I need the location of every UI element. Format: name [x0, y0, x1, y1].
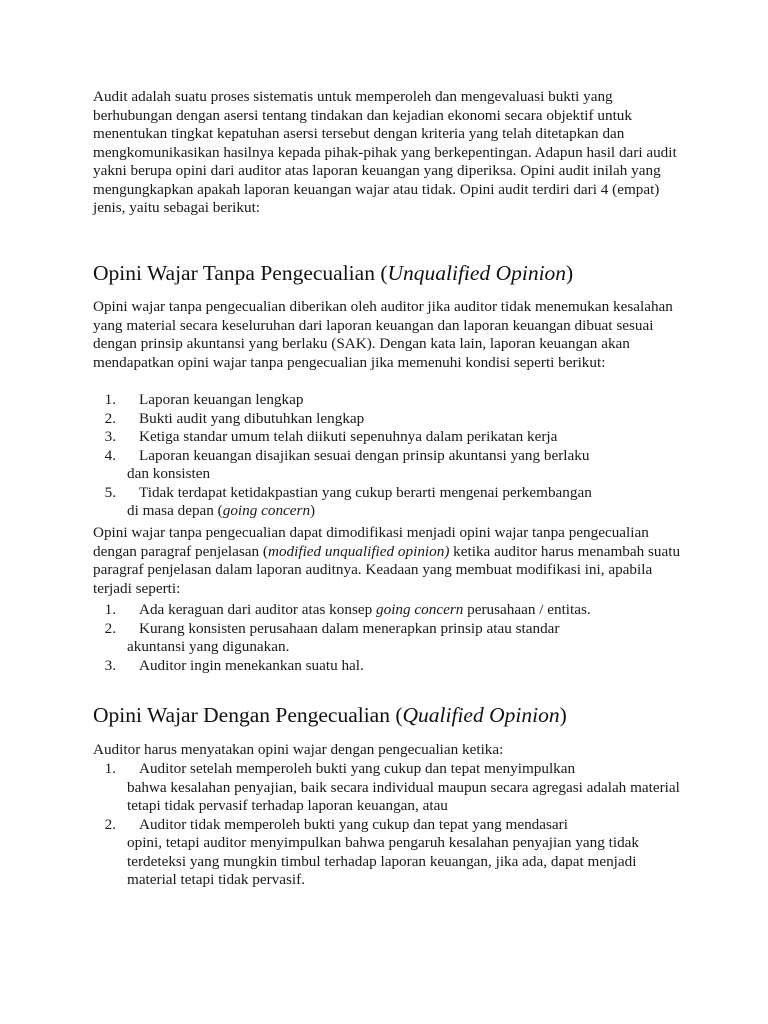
heading-italic: Qualified Opinion [402, 703, 560, 727]
list-item [93, 428, 683, 447]
list-number: 3. [104, 428, 116, 445]
list-item [93, 410, 683, 429]
modified-text-a: Opini wajar tanpa pengecualian dapat dimodifikasi menjadi opini wajar tanpa pengecualian dengan paragraf penjelasan ( [93, 524, 649, 560]
list-item [93, 760, 683, 816]
heading-text: Opini Wajar Dengan Pengecualian ( [93, 703, 403, 727]
list-number: 2. [104, 815, 116, 833]
modified-text-italic: modified unqualified opinion) [267, 542, 450, 560]
conditions-list [93, 391, 683, 521]
list-number: 2. [104, 409, 116, 427]
list-text-cont: opini, tetapi auditor menyimpulkan bahwa pengaruh kesalahan penyajian yang tidak terdeteksi yang mungkin timbul terhadap laporan keuangan, jika ada, dapat menjadi material tetapi tidak pervasif. [127, 834, 639, 888]
list-item [93, 816, 683, 890]
list-text: Laporan keuangan disajikan sesuai dengan prinsip akuntansi yang berlaku [139, 446, 590, 464]
modified-text-b: ketika auditor harus menambah suatu paragraf penjelasan dalam laporan auditnya. Keadaan yang membuat modifikasi ini, apabila terjadi seperti: [93, 542, 681, 597]
list-text: Auditor tidak memperoleh bukti yang cukup dan tepat yang mendasari [139, 815, 568, 833]
list-text-cont [127, 502, 683, 521]
list-text-end: perusahaan / entitas. [463, 601, 591, 618]
section-heading-unqualified [93, 260, 683, 286]
list-text-italic: going concern [376, 601, 464, 618]
qualified-paragraph: Auditor harus menyatakan opini wajar dengan pengecualian ketika: [93, 741, 504, 758]
heading-close: ) [566, 261, 574, 285]
list-number: 4. [104, 446, 116, 464]
list-text-close: ) [310, 502, 316, 519]
list-text-cont-a: di masa depan ( [127, 502, 223, 519]
list-item [93, 620, 683, 657]
list-item [93, 657, 683, 676]
intro-paragraph: Audit adalah suatu proses sistematis untuk memperoleh dan mengevaluasi bukti yang berhubungan dengan asersi tentang tindakan dan kejadian ekonomi secara objektif untuk menentukan tingkat kepatuhan asersi tersebut dengan kriteria yang telah ditetapkan dan mengkomunikasikan hasilnya kepada pihak-pihak yang berkepentingan. Adapun hasil dari audit yakni berupa opini dari auditor atas laporan keuangan yang diperiksa. Opini audit inilah yang mengungkapkan apakah laporan keuangan wajar atau tidak. Opini audit terdiri dari 4 (empat) jenis, yaitu sebagai berikut: [93, 88, 677, 216]
list-text: Auditor setelah memperoleh bukti yang cukup dan tepat menyimpulkan [139, 760, 576, 777]
list-number: 2. [104, 619, 116, 637]
list-item [93, 391, 683, 410]
list-text: Tidak terdapat ketidakpastian yang cukup berarti mengenai perkembangan [139, 483, 592, 501]
modified-paragraph [93, 524, 683, 598]
list-number: 1. [104, 601, 116, 618]
unqualified-paragraph: Opini wajar tanpa pengecualian diberikan oleh auditor jika auditor tidak menemukan kesalahan yang material secara keseluruhan dari laporan keuangan dan laporan keuangan dibuat sesuai dengan prinsip akuntansi yang berlaku (SAK). Dengan kata lain, laporan keuangan akan mendapatkan opini wajar tanpa pengecualian jika memenuhi kondisi seperti berikut: [93, 298, 673, 371]
list-text: Bukti audit yang dibutuhkan lengkap [139, 409, 365, 427]
list-text-cont: dan konsisten [127, 465, 211, 482]
list-number: 3. [104, 656, 116, 674]
heading-text: Opini Wajar Tanpa Pengecualian ( [93, 261, 388, 285]
list-text: Kurang konsisten perusahaan dalam menerapkan prinsip atau standar [139, 619, 560, 637]
heading-italic: Unqualified Opinion [387, 261, 567, 285]
list-text: Laporan keuangan lengkap [139, 391, 304, 408]
heading-close: ) [559, 703, 567, 727]
list-number: 1. [104, 391, 116, 408]
section-heading-qualified [93, 702, 683, 728]
list-item [93, 601, 683, 620]
qualified-list [93, 760, 683, 890]
list-item [93, 484, 683, 521]
list-text: Ketiga standar umum telah diikuti sepenuhnya dalam perikatan kerja [139, 428, 558, 445]
modification-list [93, 601, 683, 675]
list-text-cont: bahwa kesalahan penyajian, baik secara individual maupun secara agregasi adalah material tetapi tidak pervasif terhadap laporan keuangan, atau [127, 778, 680, 814]
list-text: Auditor ingin menekankan suatu hal. [139, 656, 364, 674]
list-number: 5. [104, 483, 116, 501]
list-text-cont: akuntansi yang digunakan. [127, 638, 290, 655]
list-text-italic: going concern [222, 502, 311, 519]
list-text: Ada keraguan dari auditor atas konsep [139, 601, 377, 618]
list-number: 1. [104, 760, 116, 777]
list-item [93, 447, 683, 484]
